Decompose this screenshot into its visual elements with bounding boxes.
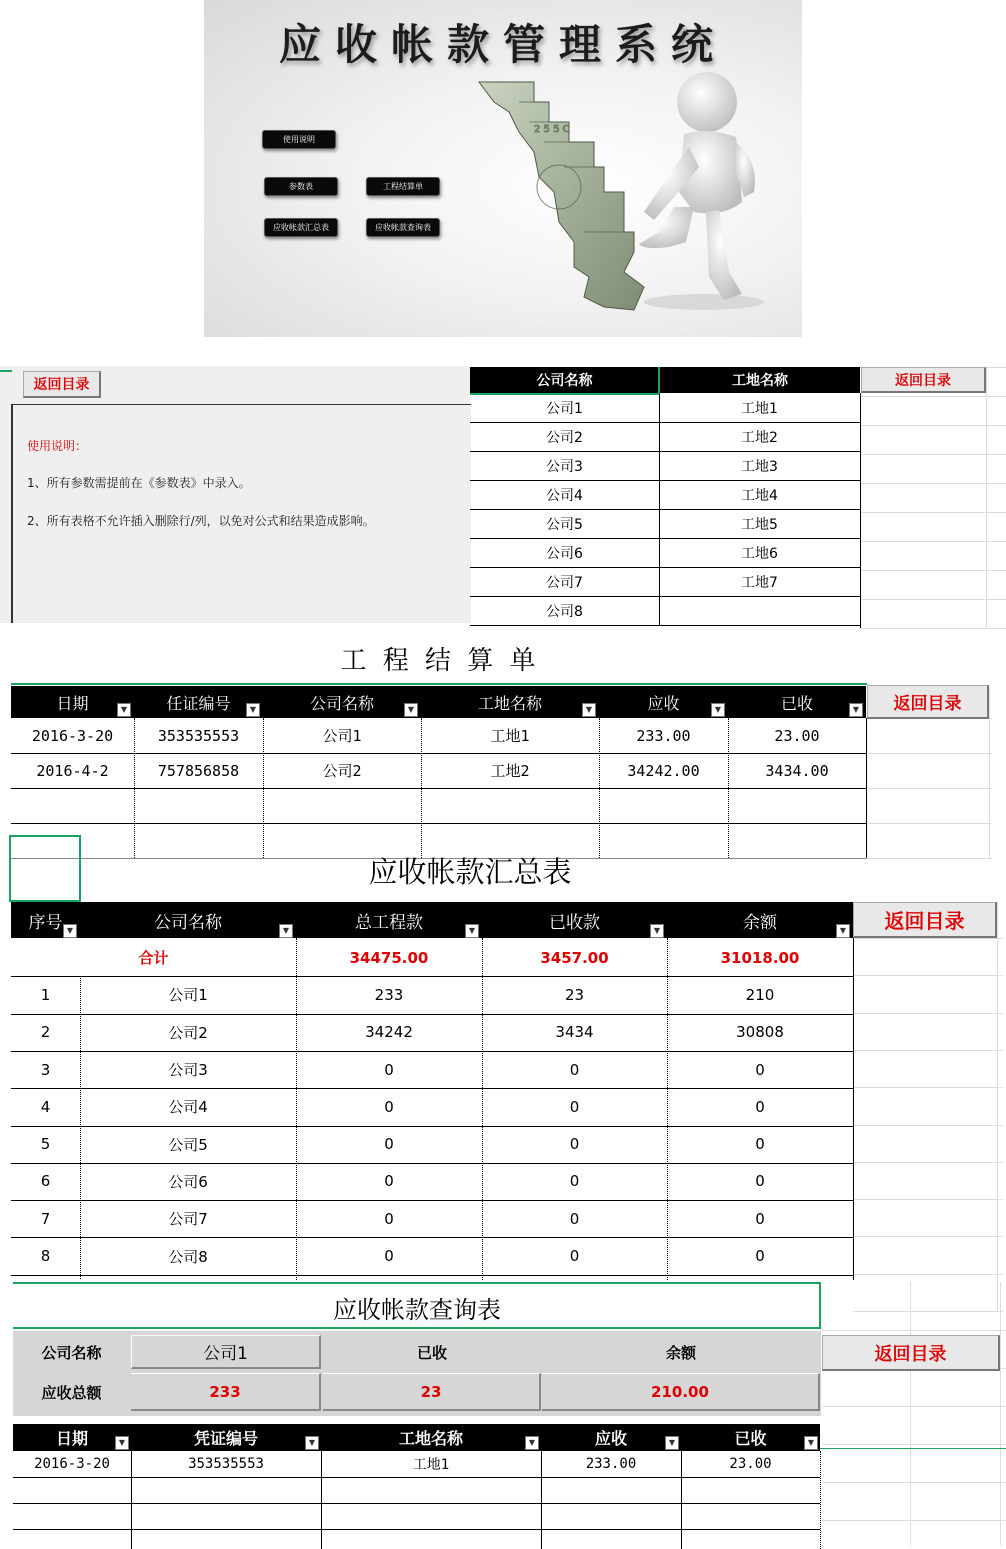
filter-dropdown-icon[interactable]: ▼ bbox=[665, 1436, 679, 1450]
summary-data-cell: 0 bbox=[569, 1060, 580, 1079]
help-button[interactable]: 使用说明 bbox=[262, 130, 336, 149]
params-site-cell: 工地1 bbox=[741, 400, 778, 417]
filter-dropdown-icon[interactable]: ▼ bbox=[63, 924, 77, 938]
grid-line bbox=[860, 425, 1006, 426]
col-border bbox=[853, 938, 854, 1280]
settlement-data-cell: 公司2 bbox=[322, 762, 362, 780]
svg-text:2 5 5 C: 2 5 5 C bbox=[534, 124, 570, 135]
money-stairs-illustration bbox=[474, 72, 774, 322]
settlement-header-cell: 工地名称 bbox=[421, 686, 599, 718]
settlement-button[interactable]: 工程结算单 bbox=[366, 177, 440, 196]
filter-dropdown-icon[interactable]: ▼ bbox=[404, 703, 418, 717]
grid-line bbox=[989, 686, 990, 858]
help-heading: 使用说明： bbox=[27, 439, 88, 453]
settlement-header-cell: 应收 bbox=[599, 686, 728, 718]
grid-line bbox=[860, 541, 1006, 542]
params-header-site: 工地名称 bbox=[660, 367, 860, 393]
filter-dropdown-icon[interactable]: ▼ bbox=[465, 924, 479, 938]
query-data-cell: 233.00 bbox=[585, 1456, 637, 1472]
params-company-cell: 公司7 bbox=[546, 574, 583, 591]
summary-data-cell: 公司7 bbox=[168, 1210, 208, 1229]
query-back-button[interactable]: 返回目录 bbox=[822, 1335, 1000, 1371]
query-data-cell: 353535553 bbox=[188, 1456, 264, 1472]
summary-data-cell: 210 bbox=[745, 985, 775, 1004]
grid-line bbox=[853, 1236, 1003, 1237]
summary-data-cell: 4 bbox=[40, 1097, 51, 1116]
row-border bbox=[11, 823, 866, 824]
settlement-data-cell: 353535553 bbox=[157, 726, 240, 745]
summary-total-balance: 31018.00 bbox=[720, 948, 800, 967]
summary-title: 应收帐款汇总表 bbox=[368, 855, 572, 889]
query-header-cell: 工地名称 bbox=[321, 1424, 541, 1451]
summary-total-amount: 34475.00 bbox=[349, 948, 429, 967]
summary-data-cell: 0 bbox=[384, 1060, 394, 1079]
settlement-header-cell: 日期 bbox=[11, 686, 134, 718]
settlement-title: 工 程 结 算 单 bbox=[340, 646, 540, 676]
settlement-header-cell: 已收 bbox=[728, 686, 866, 718]
settlement-data-cell: 233.00 bbox=[636, 726, 691, 745]
summary-data-cell: 公司1 bbox=[168, 986, 208, 1005]
menu-panel bbox=[204, 0, 802, 337]
summary-data-cell: 0 bbox=[569, 1097, 580, 1116]
params-company-cell: 公司4 bbox=[546, 487, 583, 504]
summary-total-label: 合计 bbox=[138, 949, 169, 968]
row-border bbox=[11, 788, 866, 789]
grid-line bbox=[866, 858, 992, 859]
grid-line bbox=[853, 1162, 1003, 1163]
summary-data-cell: 7 bbox=[40, 1209, 51, 1228]
summary-data-cell: 1 bbox=[40, 985, 51, 1004]
query-button[interactable]: 应收帐款查询表 bbox=[366, 218, 440, 237]
grid-line bbox=[822, 1444, 1006, 1445]
grid-line bbox=[860, 396, 1006, 397]
col-border bbox=[80, 976, 81, 1278]
cell-marker bbox=[0, 370, 12, 372]
grid-line bbox=[853, 1013, 1003, 1014]
query-data-cell: 23.00 bbox=[729, 1456, 772, 1472]
summary-data-cell: 0 bbox=[755, 1172, 765, 1191]
grid-line bbox=[1000, 1282, 1001, 1545]
query-balance-label: 余额 bbox=[665, 1343, 696, 1362]
summary-data-cell: 0 bbox=[569, 1209, 580, 1228]
query-data-cell: 工地1 bbox=[412, 1457, 450, 1473]
summary-data-cell: 0 bbox=[569, 1172, 580, 1191]
grid-line bbox=[986, 367, 987, 628]
col-border bbox=[599, 718, 600, 858]
settlement-data-cell: 34242.00 bbox=[627, 761, 700, 780]
grid-line bbox=[853, 1199, 1003, 1200]
grid-line bbox=[860, 570, 1006, 571]
summary-back-button[interactable]: 返回目录 bbox=[853, 902, 997, 938]
summary-data-cell: 0 bbox=[755, 1060, 765, 1079]
query-header-cell: 已收 bbox=[681, 1424, 820, 1451]
params-company-cell: 公司2 bbox=[546, 429, 583, 446]
summary-data-cell: 0 bbox=[384, 1209, 394, 1228]
summary-data-cell: 0 bbox=[384, 1135, 394, 1154]
col-border bbox=[659, 393, 660, 625]
query-header-cell: 日期 bbox=[13, 1424, 131, 1451]
col-border bbox=[131, 1451, 132, 1549]
active-cell-border bbox=[11, 683, 867, 685]
grid-line bbox=[860, 599, 1006, 600]
col-border bbox=[866, 718, 867, 858]
summary-data-cell: 0 bbox=[384, 1097, 394, 1116]
grid-line bbox=[822, 1482, 1006, 1483]
query-company-label: 公司名称 bbox=[41, 1343, 102, 1362]
grid-green-line bbox=[820, 1448, 1006, 1449]
summary-data-cell: 30808 bbox=[736, 1023, 784, 1042]
filter-dropdown-icon[interactable]: ▼ bbox=[117, 703, 131, 717]
query-received-value: 23 bbox=[323, 1373, 541, 1411]
summary-data-cell: 3 bbox=[40, 1060, 51, 1079]
summary-data-cell: 6 bbox=[40, 1172, 51, 1191]
summary-header-cell: 公司名称 bbox=[80, 902, 296, 938]
summary-header-cell: 总工程款 bbox=[296, 902, 482, 938]
summary-data-cell: 23 bbox=[564, 985, 585, 1004]
grid-line bbox=[822, 1406, 1006, 1407]
grid-line bbox=[860, 628, 1006, 629]
settlement-header-cell: 公司名称 bbox=[263, 686, 421, 718]
query-header-cell: 应收 bbox=[541, 1424, 681, 1451]
grid-line bbox=[866, 753, 992, 754]
summary-data-cell: 0 bbox=[384, 1172, 394, 1191]
col-border bbox=[860, 393, 861, 628]
params-back-button[interactable]: 返回目录 bbox=[861, 367, 986, 393]
grid-line bbox=[853, 938, 1003, 939]
params-company-cell: 公司8 bbox=[546, 603, 583, 620]
help-textbox bbox=[11, 404, 471, 623]
grid-line bbox=[853, 1050, 1003, 1051]
settlement-data-cell: 2016-3-20 bbox=[31, 726, 114, 745]
query-company-select[interactable]: 公司1 bbox=[131, 1335, 321, 1369]
col-border bbox=[263, 718, 264, 858]
col-border bbox=[728, 718, 729, 858]
summary-data-cell: 233 bbox=[374, 985, 404, 1004]
row-border bbox=[11, 1275, 853, 1276]
summary-header-cell: 余额 bbox=[667, 902, 853, 938]
filter-dropdown-icon[interactable]: ▼ bbox=[305, 1436, 319, 1450]
grid-line bbox=[860, 512, 1006, 513]
summary-data-cell: 2 bbox=[40, 1023, 51, 1042]
filter-dropdown-icon[interactable]: ▼ bbox=[711, 703, 725, 717]
settlement-data-cell: 3434.00 bbox=[765, 761, 829, 780]
col-border bbox=[482, 938, 483, 1280]
grid-line bbox=[853, 975, 1003, 976]
col-border bbox=[296, 938, 297, 1280]
filter-dropdown-icon[interactable]: ▼ bbox=[115, 1436, 129, 1450]
summary-data-cell: 公司2 bbox=[168, 1023, 208, 1042]
summary-data-cell: 公司5 bbox=[168, 1135, 208, 1154]
summary-header-cell: 序号 bbox=[11, 902, 80, 938]
row-border bbox=[13, 1503, 820, 1504]
col-border bbox=[321, 1451, 322, 1549]
settlement-data-cell: 2016-4-2 bbox=[36, 761, 109, 780]
summary-data-cell: 0 bbox=[755, 1209, 765, 1228]
query-data-cell: 2016-3-20 bbox=[34, 1456, 110, 1472]
filter-dropdown-icon[interactable]: ▼ bbox=[849, 703, 863, 717]
filter-dropdown-icon[interactable]: ▼ bbox=[525, 1436, 539, 1450]
query-received-label: 已收 bbox=[416, 1343, 447, 1362]
filter-dropdown-icon[interactable]: ▼ bbox=[246, 703, 260, 717]
query-balance-value: 210.00 bbox=[542, 1373, 820, 1411]
settlement-data-cell: 工地2 bbox=[490, 762, 530, 780]
summary-data-cell: 0 bbox=[569, 1247, 580, 1266]
settlement-data-cell: 23.00 bbox=[774, 726, 820, 745]
summary-button[interactable]: 应收帐款汇总表 bbox=[264, 218, 338, 237]
row-border bbox=[13, 1477, 820, 1478]
col-border bbox=[541, 1451, 542, 1549]
params-site-cell: 工地6 bbox=[741, 545, 778, 562]
grid-line bbox=[853, 1311, 1003, 1312]
menu-title: 应收帐款管理系统 bbox=[278, 20, 727, 69]
filter-dropdown-icon[interactable]: ▼ bbox=[650, 924, 664, 938]
params-company-cell: 公司3 bbox=[546, 458, 583, 475]
summary-data-cell: 公司4 bbox=[168, 1098, 208, 1117]
help-line-1: 1、所有参数需提前在《参数表》中录入。 bbox=[27, 476, 251, 490]
params-site-cell: 工地2 bbox=[741, 429, 778, 446]
summary-data-cell: 8 bbox=[40, 1247, 51, 1266]
params-site-cell: 工地7 bbox=[741, 574, 778, 591]
summary-total-received: 3457.00 bbox=[540, 948, 609, 967]
grid-line bbox=[860, 454, 1006, 455]
header-cursor bbox=[658, 367, 660, 393]
grid-line bbox=[822, 1330, 1006, 1331]
params-company-cell: 公司1 bbox=[546, 400, 583, 417]
query-title: 应收帐款查询表 bbox=[333, 1296, 501, 1324]
grid-line bbox=[853, 1087, 1003, 1088]
col-border bbox=[681, 1451, 682, 1549]
settlement-data-cell: 公司1 bbox=[322, 727, 362, 745]
summary-data-cell: 0 bbox=[755, 1135, 765, 1154]
settlement-data-cell: 工地1 bbox=[490, 727, 530, 745]
query-total-label: 应收总额 bbox=[41, 1383, 102, 1402]
summary-data-cell: 5 bbox=[40, 1135, 51, 1154]
filter-dropdown-icon[interactable]: ▼ bbox=[804, 1436, 818, 1450]
grid-line bbox=[822, 1520, 1006, 1521]
filter-dropdown-icon[interactable]: ▼ bbox=[279, 924, 293, 938]
selected-cell bbox=[9, 835, 81, 902]
row-border bbox=[470, 625, 860, 626]
help-line-2: 2、所有表格不允许插入删除行/列，以免对公式和结果造成影响。 bbox=[27, 514, 375, 528]
grid-line bbox=[910, 1282, 911, 1545]
settlement-data-cell: 757856858 bbox=[157, 761, 240, 780]
settlement-back-button[interactable]: 返回目录 bbox=[867, 685, 989, 719]
summary-data-cell: 0 bbox=[569, 1135, 580, 1154]
params-site-cell: 工地5 bbox=[741, 516, 778, 533]
grid-line bbox=[997, 902, 998, 1311]
query-header-cell: 凭证编号 bbox=[131, 1424, 321, 1451]
summary-data-cell: 0 bbox=[755, 1247, 765, 1266]
params-button[interactable]: 参数表 bbox=[264, 177, 338, 196]
params-company-cell: 公司5 bbox=[546, 516, 583, 533]
params-site-cell bbox=[659, 596, 860, 625]
filter-dropdown-icon[interactable]: ▼ bbox=[836, 924, 850, 938]
summary-header-cell: 已收款 bbox=[482, 902, 667, 938]
grid-line bbox=[866, 788, 992, 789]
col-border bbox=[667, 938, 668, 1280]
filter-dropdown-icon[interactable]: ▼ bbox=[582, 703, 596, 717]
row-border bbox=[13, 1529, 820, 1530]
summary-data-cell: 公司8 bbox=[168, 1247, 208, 1266]
query-total-value: 233 bbox=[131, 1373, 321, 1411]
summary-data-cell: 3434 bbox=[555, 1023, 594, 1042]
summary-data-cell: 0 bbox=[384, 1247, 394, 1266]
grid-line bbox=[866, 823, 992, 824]
summary-data-cell: 公司3 bbox=[168, 1061, 208, 1080]
params-site-cell: 工地3 bbox=[741, 458, 778, 475]
summary-data-cell: 公司6 bbox=[168, 1172, 208, 1191]
params-company-cell: 公司6 bbox=[546, 545, 583, 562]
col-border bbox=[134, 718, 135, 858]
params-site-cell: 工地4 bbox=[741, 487, 778, 504]
grid-line bbox=[853, 1125, 1003, 1126]
settlement-header-cell: 任证编号 bbox=[134, 686, 263, 718]
summary-data-cell: 0 bbox=[755, 1097, 765, 1116]
col-border bbox=[820, 1451, 821, 1549]
grid-line bbox=[860, 483, 1006, 484]
col-border bbox=[421, 718, 422, 858]
params-header-company: 公司名称 bbox=[470, 367, 659, 393]
help-back-button[interactable]: 返回目录 bbox=[23, 371, 101, 398]
grid-line bbox=[853, 1274, 1003, 1275]
summary-data-cell: 34242 bbox=[365, 1023, 413, 1042]
